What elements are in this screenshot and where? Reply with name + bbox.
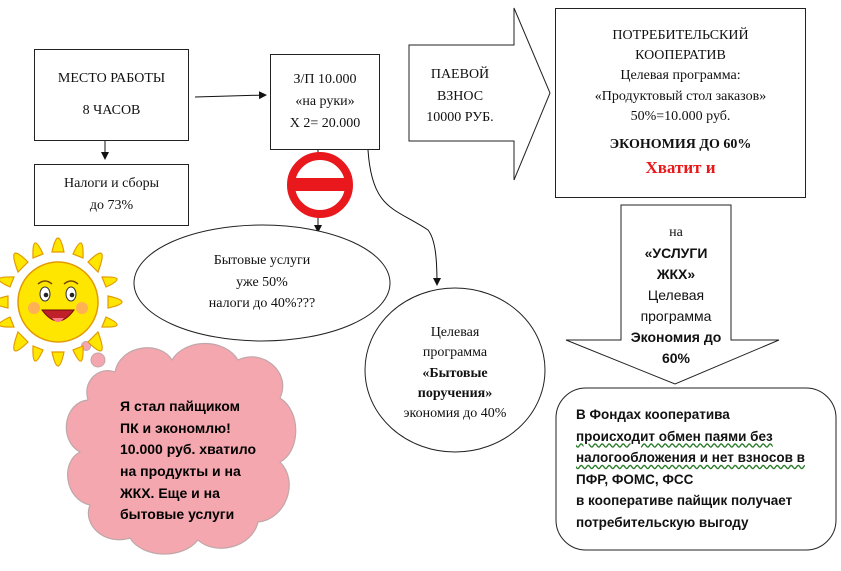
funds-line4: ПФР, ФОМС, ФСС [576, 471, 694, 487]
cooperative-enough: Хватит и [645, 157, 716, 177]
utilities-on: на [669, 225, 683, 240]
errands-program-2: программа [422, 345, 488, 361]
workplace-title: МЕСТО РАБОТЫ [57, 71, 166, 87]
cooperative-savings: ЭКОНОМИЯ ДО 60% [609, 137, 752, 153]
household-line1: Бытовые услуги [213, 253, 311, 268]
cooperative-box [555, 8, 806, 198]
funds-line6: потребительскую выгоду [576, 514, 749, 530]
utilities-savings-2: 60% [661, 350, 691, 366]
cloud-text [120, 396, 280, 526]
share-fee-amount: 10000 РУБ. [426, 110, 494, 126]
errands-title-1: «Бытовые [422, 365, 488, 381]
cloud-line1: Я стал пайщиком [120, 398, 240, 414]
utilities-program-1: Целевая [647, 287, 705, 303]
salary-amount: З/П 10.000 [293, 72, 357, 88]
arrow-work-to-salary [195, 95, 266, 97]
share-fee-label [410, 64, 510, 129]
taxes-label: Налоги и сборы [63, 176, 160, 192]
share-fee-line2: ВЗНОС [436, 88, 484, 104]
cloud-line4: на продукты и на [120, 463, 241, 480]
salary-net-label: «на руки» [295, 94, 355, 110]
cloud-line2: ПК и экономлю! [120, 419, 231, 436]
household-line3: налоги до 40%??? [208, 296, 316, 312]
cloud-line6: бытовые услуги [120, 506, 235, 523]
taxes-value: до 73% [89, 198, 134, 213]
funds-line3: налогообложения и нет взносов в [576, 450, 805, 466]
errands-title-2: поручения» [417, 385, 493, 401]
funds-line1: В Фондах кооператива [576, 407, 730, 422]
cloud-line3: 10.000 руб. хватило [120, 441, 257, 458]
funds-text [576, 404, 826, 534]
cooperative-program-value: 50%=10.000 руб. [630, 108, 731, 124]
workplace-hours: 8 ЧАСОВ [82, 103, 141, 118]
errands-label [380, 323, 530, 424]
salary-box [270, 54, 380, 150]
household-line2: уже 50% [236, 274, 288, 290]
utilities-savings-1: Экономия до [630, 329, 722, 345]
workplace-box [34, 49, 189, 141]
cooperative-title-2: КООПЕРАТИВ [635, 48, 726, 64]
salary-doubled: Х 2= 20.000 [289, 115, 361, 131]
smiling-sun-icon [0, 238, 122, 366]
errands-program-1: Целевая [430, 325, 480, 340]
prohibition-sign [291, 156, 349, 214]
cooperative-program-name: «Продуктовый стол заказов» [594, 88, 767, 104]
utilities-title-2: ЖКХ» [656, 266, 696, 282]
funds-line2: происходит обмен паями без [576, 428, 773, 444]
utilities-program-2: программа [640, 308, 712, 324]
errands-savings: экономия до 40% [403, 406, 507, 422]
utilities-label [611, 222, 741, 369]
household-label [176, 250, 348, 315]
funds-line5: в кооперативе пайщик получает [576, 493, 793, 509]
cooperative-program-label: Целевая программа: [620, 68, 741, 84]
taxes-box [34, 164, 189, 226]
utilities-title-1: «УСЛУГИ [644, 245, 708, 261]
share-fee-line1: ПАЕВОЙ [430, 67, 490, 82]
cooperative-title-1: ПОТРЕБИТЕЛЬСКИЙ [612, 27, 749, 43]
cloud-line5: ЖКХ. Еще и на [120, 484, 220, 501]
